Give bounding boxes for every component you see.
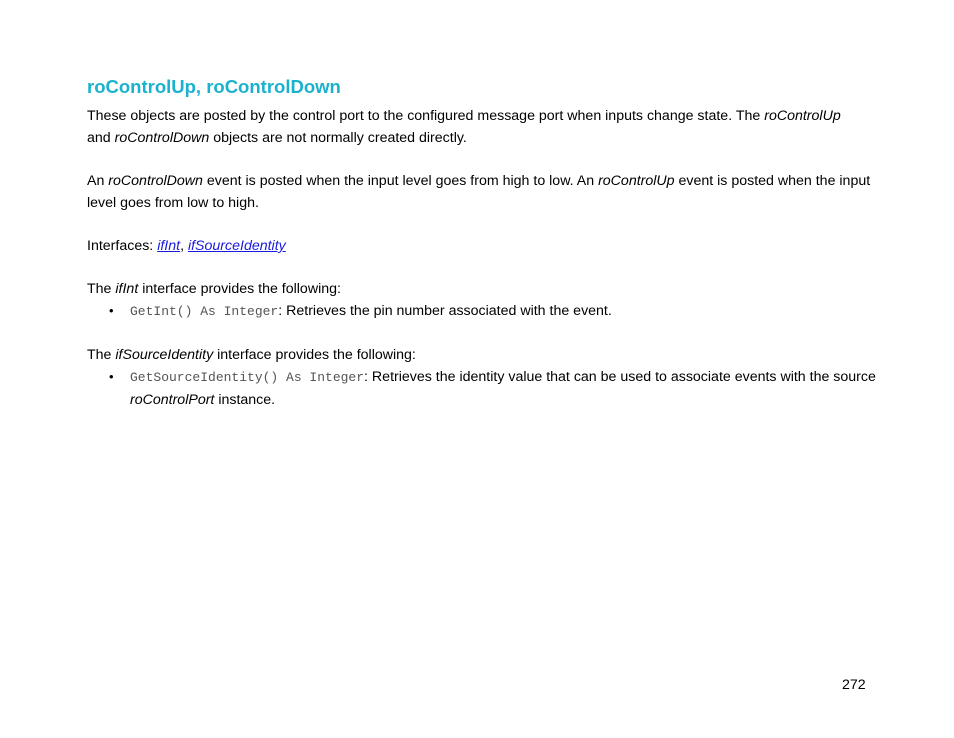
para2-text-2: event is posted when the input level goes from high to low. An [202, 173, 599, 189]
ifint-intro-suffix: interface provides the following: [138, 281, 341, 297]
interfaces-separator: , [180, 238, 188, 254]
ifsourceidentity-link[interactable]: ifSourceIdentity [187, 238, 286, 254]
para1-em-2: roControlDown [114, 130, 210, 146]
ifsource-intro-em: ifSourceIdentity [115, 347, 214, 363]
method-description-em: roControlPort [130, 392, 215, 408]
para2-em-1: roControlDown [108, 173, 203, 189]
description-paragraph-1 [87, 105, 877, 149]
ifint-method-list [87, 300, 877, 323]
ifint-intro-em: ifInt [115, 281, 139, 297]
bullet-icon: • [109, 369, 114, 384]
ifsourceidentity-intro [87, 344, 877, 366]
interfaces-label: Interfaces: [87, 238, 158, 254]
method-description-1: : Retrieves the identity value that can be used to associate events with the source [364, 369, 876, 385]
method-description: : Retrieves the pin number associated with the event. [278, 303, 612, 319]
bullet-icon: • [109, 303, 114, 318]
ifint-intro [87, 278, 877, 300]
method-description-2: instance. [214, 392, 276, 408]
ifsource-intro-prefix: The [87, 347, 116, 363]
description-paragraph-2 [87, 170, 877, 214]
section-heading: roControlUp, roControlDown [87, 76, 341, 97]
ifint-intro-prefix: The [87, 281, 116, 297]
page-number: 272 [842, 677, 866, 693]
ifint-link[interactable]: ifInt [157, 238, 181, 254]
para1-text-2: and [87, 130, 115, 146]
para2-em-2: roControlUp [598, 173, 675, 189]
para2-text-3: event is posted when the input level goes from low to high. [87, 173, 871, 211]
para2-text-1: An [87, 173, 109, 189]
list-item [87, 366, 877, 411]
interfaces-line [87, 235, 877, 257]
para1-em-1: roControlUp [764, 108, 841, 124]
ifsource-intro-suffix: interface provides the following: [213, 347, 416, 363]
method-signature: GetSourceIdentity() As Integer [130, 370, 365, 385]
method-signature: GetInt() As Integer [130, 304, 279, 319]
ifsourceidentity-method-list [87, 366, 877, 411]
para1-text-1: These objects are posted by the control port to the configured message port when inputs change state. The [87, 108, 765, 124]
list-item [87, 300, 877, 323]
document-page [87, 74, 877, 411]
para1-text-3: objects are not normally created directly. [209, 130, 467, 146]
